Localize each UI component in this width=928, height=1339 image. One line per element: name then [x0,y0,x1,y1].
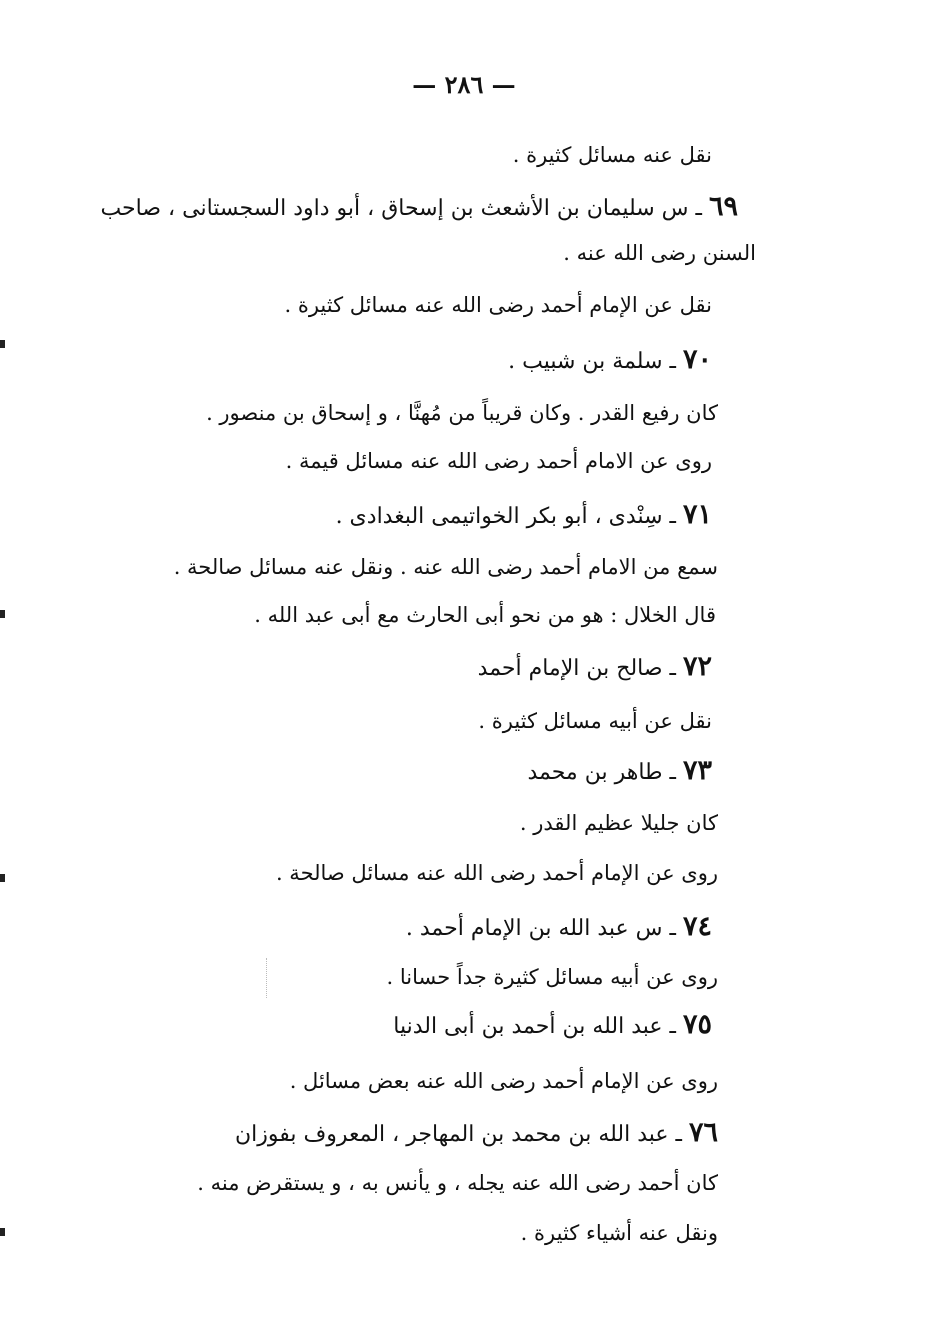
entry-title: طاهر بن محمد [527,760,663,785]
line-text: روى عن الامام أحمد رضى الله عنه مسائل قيمة . [285,449,712,473]
page-fold-mark [266,958,269,998]
line-text: قال الخلال : هو من نحو أبى الحارث مع أبى عبد الله . [254,603,716,627]
entry-heading [478,652,712,684]
entry-title: س عبد الله بن الإمام أحمد . [405,916,663,941]
line-text: نقل عن الإمام أحمد رضى الله عنه مسائل كثيرة . [284,293,712,317]
page-number: — ٢٨٦ — [412,70,516,99]
line-text: السنن رضى الله عنه . [563,241,756,265]
entry-title: عبد الله بن أحمد بن أبى الدنيا [393,1014,663,1039]
binding-mark [0,874,5,882]
body-line [387,962,719,992]
entry-heading [393,1010,712,1042]
line-text: كان رفيع القدر . وكان قريباً من مُهنَّا ، و إسحاق بن منصور . [206,401,718,425]
entry-title: س سليمان بن الأشعث بن إسحاق ، أبو داود السجستانى ، صاحب [100,196,689,221]
body-line [174,552,718,582]
entry-heading [235,1118,718,1150]
entry-separator: ـ [662,760,676,785]
line-text: روى عن الإمام أحمد رضى الله عنه مسائل صالحة . [275,861,718,885]
body-line [284,290,712,320]
body-line [290,1066,718,1096]
entry-title: سلمة بن شبيب . [508,349,663,374]
entry-number: ٧٢ [682,651,712,682]
body-line [521,1218,718,1248]
body-line [563,238,756,268]
entry-separator: ـ [662,916,676,941]
line-text: روى عن أبيه مسائل كثيرة جداً حسانا . [386,965,718,989]
binding-mark [0,340,5,348]
line-text: ونقل عنه أشياء كثيرة . [520,1221,718,1245]
body-line [286,446,712,476]
binding-mark [0,610,5,618]
entry-title: سِنْدى ، أبو بكر الخواتيمى البغدادى . [335,504,663,529]
line-text: نقل عنه مسائل كثيرة . [512,143,712,167]
entry-number: ٧٤ [682,911,712,942]
entry-separator: ـ [662,656,676,681]
entry-heading [508,345,712,377]
line-text: سمع من الامام أحمد رضى الله عنه . ونقل عنه مسائل صالحة . [173,555,718,579]
body-line [197,1168,718,1198]
entry-heading [336,500,712,532]
line-text: نقل عن أبيه مسائل كثيرة . [478,709,712,733]
body-line [478,706,712,736]
entry-separator: ـ [668,1122,682,1147]
entry-number: ٧١ [682,499,712,530]
line-text: روى عن الإمام أحمد رضى الله عنه بعض مسائل . [289,1069,718,1093]
entry-separator: ـ [662,504,676,529]
entry-separator: ـ [688,196,702,221]
line-text: كان أحمد رضى الله عنه يجله ، و يأنس به ، و يستقرض منه . [197,1171,718,1195]
body-line [520,808,718,838]
entry-heading [527,756,712,788]
entry-number: ٧٠ [682,344,712,375]
body-line [513,140,712,170]
entry-heading [406,912,712,944]
body-line [276,858,718,888]
body-line [206,398,718,428]
entry-number: ٧٣ [682,755,712,786]
body-line [254,600,716,630]
entry-separator: ـ [662,349,676,374]
binding-mark [0,1228,5,1236]
entry-title: صالح بن الإمام أحمد [477,656,663,681]
entry-heading [100,192,738,224]
line-text: كان جليلا عظيم القدر . [519,811,718,835]
entry-number: ٧٥ [682,1009,712,1040]
entry-separator: ـ [662,1014,676,1039]
entry-number: ٧٦ [688,1117,718,1148]
entry-number: ٦٩ [708,191,738,222]
entry-title: عبد الله بن محمد بن المهاجر ، المعروف بفوزان [234,1122,669,1147]
